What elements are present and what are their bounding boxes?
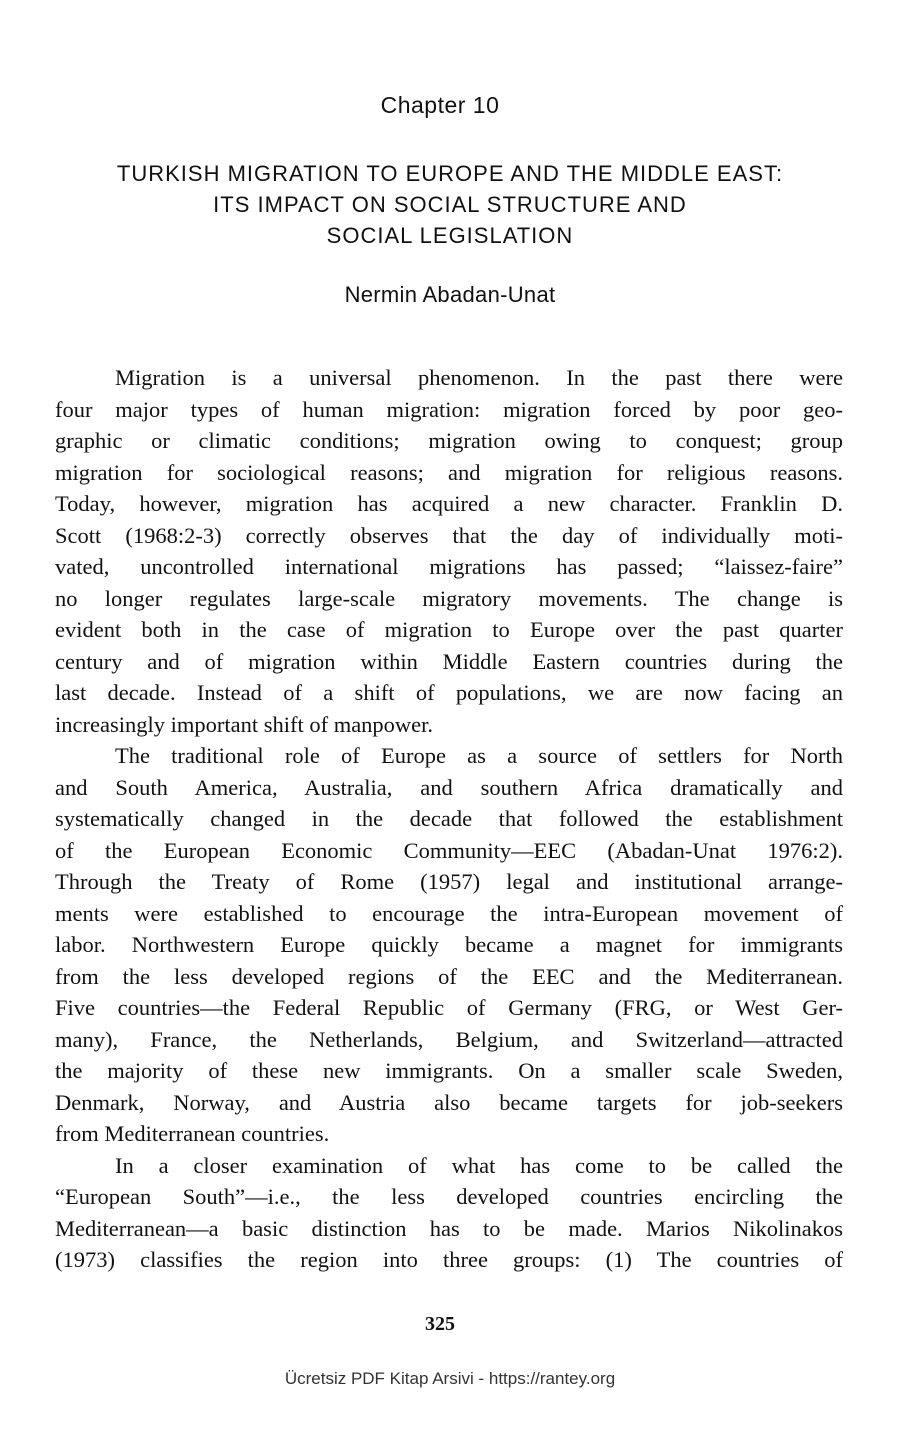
paragraph xyxy=(55,740,843,1150)
text-line: Five countries—the Federal Republic of Germany (FRG, or West Ger- xyxy=(55,995,843,1020)
text-line: In a closer examination of what has come to be called the xyxy=(115,1152,843,1178)
text-line: (1973) classifies the region into three groups: (1) The countries of xyxy=(55,1247,843,1272)
text-line: Denmark, Norway, and Austria also became targets for job-seekers xyxy=(55,1089,843,1115)
text-line: “European South”—i.e., the less developed countries encircling the xyxy=(55,1184,843,1209)
text-line: ments were established to encourage the intra-European movement of xyxy=(55,900,843,926)
page-number: 325 xyxy=(425,1313,455,1335)
body-text xyxy=(55,362,843,1276)
paragraph xyxy=(55,1150,843,1276)
text-line: Migration is a universal phenomenon. In the past there were xyxy=(115,365,843,390)
text-line: and South America, Australia, and southern Africa dramatically and xyxy=(55,774,843,800)
text-line: from Mediterranean countries. xyxy=(55,1121,330,1146)
text-line: from the less developed regions of the EEC and the Mediterranean. xyxy=(55,963,843,989)
chapter-title xyxy=(40,158,860,251)
text-line: four major types of human migration: migration forced by poor geo- xyxy=(55,396,843,422)
text-line: Today, however, migration has acquired a new character. Franklin D. xyxy=(55,491,843,516)
text-line: no longer regulates large-scale migratory movements. The change is xyxy=(55,585,843,611)
text-line: Through the Treaty of Rome (1957) legal and institutional arrange- xyxy=(55,869,843,894)
text-line: increasingly important shift of manpower. xyxy=(55,711,434,737)
text-line: labor. Northwestern Europe quickly became a magnet for immigrants xyxy=(55,932,843,957)
chapter-title-line: TURKISH MIGRATION TO EUROPE AND THE MIDDLE EAST: xyxy=(116,161,784,186)
text-line: The traditional role of Europe as a source of settlers for North xyxy=(115,743,843,768)
text-line: vated, uncontrolled international migrations has passed; “laissez-faire” xyxy=(55,554,843,579)
text-line: last decade. Instead of a shift of populations, we are now facing an xyxy=(55,680,843,705)
text-line: evident both in the case of migration to Europe over the past quarter xyxy=(55,617,843,642)
text-line: of the European Economic Community—EEC (Abadan-Unat 1976:2). xyxy=(55,837,843,863)
text-line: Mediterranean—a basic distinction has to be made. Marios Nikolinakos xyxy=(55,1215,843,1241)
text-line: many), France, the Netherlands, Belgium, and Switzerland—attracted xyxy=(55,1026,843,1052)
author-name: Nermin Abadan-Unat xyxy=(344,282,556,307)
text-line: the majority of these new immigrants. On a smaller scale Sweden, xyxy=(55,1058,843,1083)
chapter-title-line: ITS IMPACT ON SOCIAL STRUCTURE AND xyxy=(213,192,687,217)
text-line: graphic or climatic conditions; migration owing to conquest; group xyxy=(55,428,843,453)
text-line: Scott (1968:2-3) correctly observes that the day of individually moti- xyxy=(55,522,843,548)
text-line: systematically changed in the decade that followed the establishment xyxy=(55,806,843,831)
paragraph xyxy=(55,362,843,740)
chapter-title-line: SOCIAL LEGISLATION xyxy=(326,223,574,248)
text-line: migration for sociological reasons; and migration for religious reasons. xyxy=(55,459,843,485)
text-line: century and of migration within Middle Eastern countries during the xyxy=(55,648,843,674)
footer-watermark: Ücretsiz PDF Kitap Arsivi - https://rantey.org xyxy=(284,1369,616,1388)
chapter-label: Chapter 10 xyxy=(380,92,500,118)
